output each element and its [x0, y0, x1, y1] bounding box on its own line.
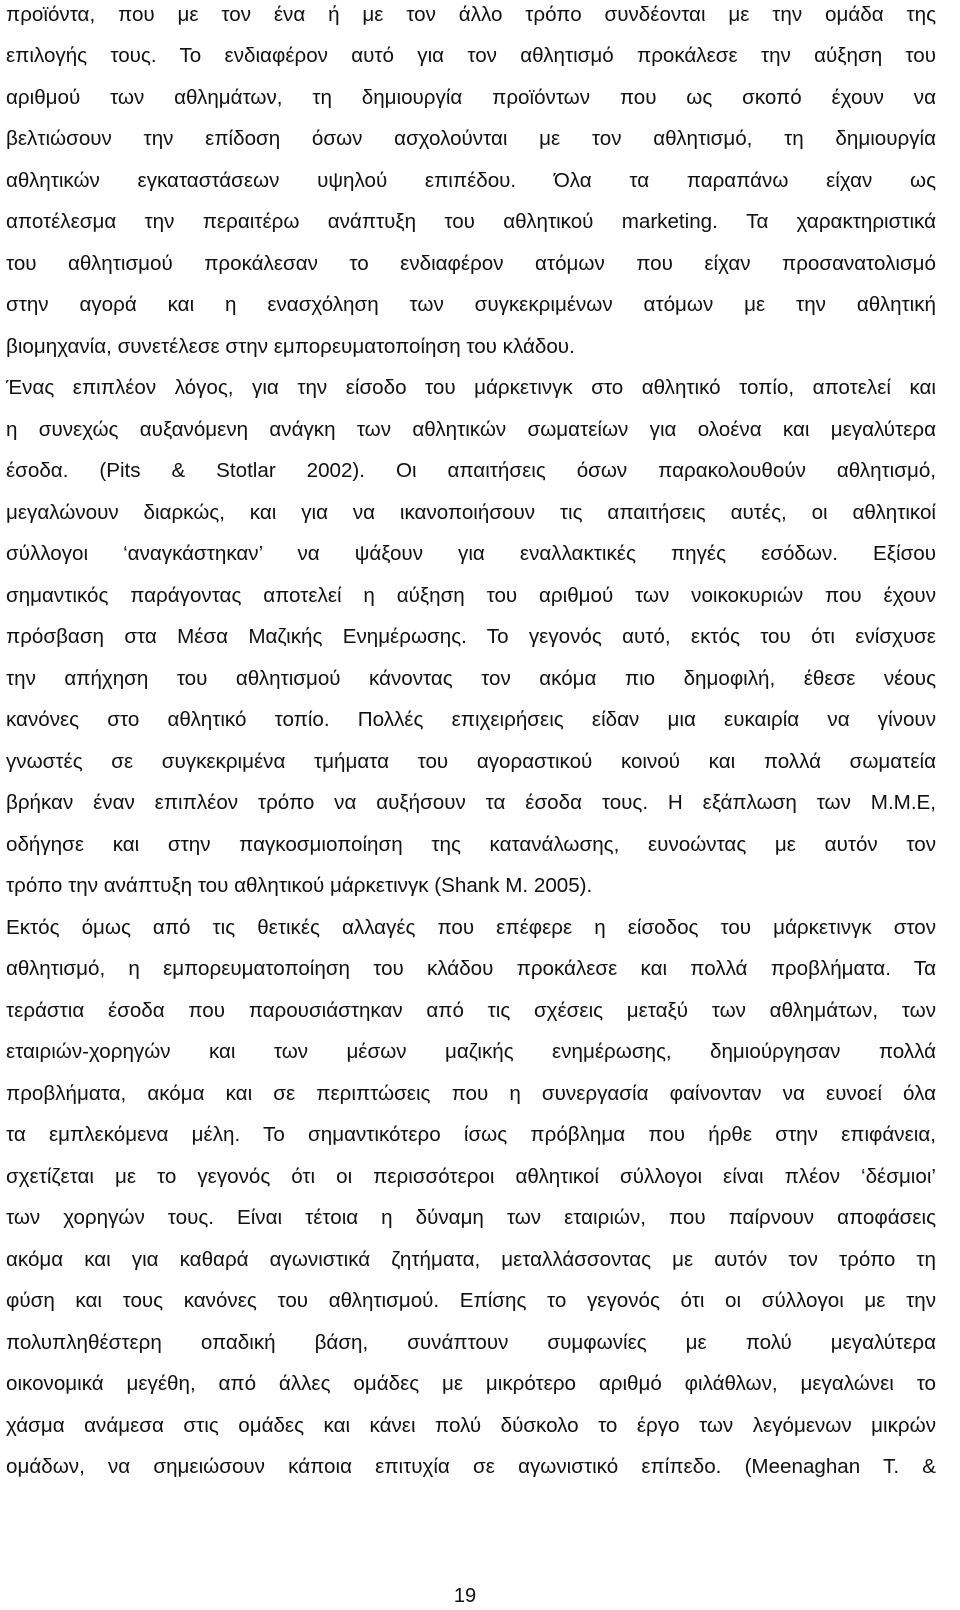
text-line: του αθλητισμού προκάλεσαν το ενδιαφέρον ατόμων που είχαν προσανατολισμό — [6, 252, 936, 275]
text-line: η συνεχώς αυξανόμενη ανάγκη των αθλητικών σωματείων για ολοένα και μεγαλύτερα — [6, 418, 936, 441]
text-line: σημαντικός παράγοντας αποτελεί η αύξηση του αριθμού των νοικοκυριών που έχουν — [6, 584, 936, 607]
text-line: αθλητισμό, η εμπορευματοποίηση του κλάδου προκάλεσε και πολλά προβλήματα. Τα — [6, 957, 936, 980]
text-line: εταιριών-χορηγών και των μέσων μαζικής ενημέρωσης, δημιούργησαν πολλά — [6, 1040, 936, 1063]
text-line: ακόμα και για καθαρά αγωνιστικά ζητήματα, μεταλλάσσοντας με αυτόν τον τρόπο τη — [6, 1248, 936, 1271]
text-line: στην αγορά και η ενασχόληση των συγκεκριμένων ατόμων με την αθλητική — [6, 293, 936, 316]
text-line: έσοδα. (Pits & Stotlar 2002). Οι απαιτήσεις όσων παρακολουθούν αθλητισμό, — [6, 459, 936, 482]
page-number: 19 — [453, 1585, 477, 1607]
text-line: επιλογής τους. Το ενδιαφέρον αυτό για τον αθλητισμό προκάλεσε την αύξηση του — [6, 44, 936, 67]
text-line: πρόσβαση στα Μέσα Μαζικής Ενημέρωσης. Το γεγονός αυτό, εκτός του ότι ενίσχυσε — [6, 625, 936, 648]
text-line: Ένας επιπλέον λόγος, για την είσοδο του μάρκετινγκ στο αθλητικό τοπίο, αποτελεί και — [6, 376, 936, 399]
text-line: ομάδων, να σημειώσουν κάποια επιτυχία σε αγωνιστικό επίπεδο. (Meenaghan T. & — [6, 1455, 936, 1478]
text-line: αθλητικών εγκαταστάσεων υψηλού επιπέδου. Όλα τα παραπάνω είχαν ως — [6, 169, 936, 192]
text-line: βρήκαν έναν επιπλέον τρόπο να αυξήσουν τα έσοδα τους. Η εξάπλωση των Μ.Μ.Ε, — [6, 791, 936, 814]
text-line: τεράστια έσοδα που παρουσιάστηκαν από τις σχέσεις μεταξύ των αθλημάτων, των — [6, 999, 936, 1022]
text-line: των χορηγών τους. Είναι τέτοια η δύναμη των εταιριών, που παίρνουν αποφάσεις — [6, 1206, 936, 1229]
text-line: χάσμα ανάμεσα στις ομάδες και κάνει πολύ δύσκολο το έργο των λεγόμενων μικρών — [6, 1414, 936, 1437]
text-line: βελτιώσουν την επίδοση όσων ασχολούνται με τον αθλητισμό, τη δημιουργία — [6, 127, 936, 150]
text-line: σύλλογοι ‘αναγκάστηκαν’ να ψάξουν για εναλλακτικές πηγές εσόδων. Εξίσου — [6, 542, 936, 565]
text-line: τρόπο την ανάπτυξη του αθλητικού μάρκετινγκ (Shank M. 2005). — [6, 874, 593, 897]
text-line: αποτέλεσμα την περαιτέρω ανάπτυξη του αθλητικού marketing. Τα χαρακτηριστικά — [6, 210, 936, 233]
text-line: φύση και τους κανόνες του αθλητισμού. Επίσης το γεγονός ότι οι σύλλογοι με την — [6, 1289, 936, 1312]
text-line: αριθμού των αθλημάτων, τη δημιουργία προϊόντων που ως σκοπό έχουν να — [6, 86, 936, 109]
text-line: την απήχηση του αθλητισμού κάνοντας τον ακόμα πιο δημοφιλή, έθεσε νέους — [6, 667, 936, 690]
text-line: βιομηχανία, συνετέλεσε στην εμπορευματοποίηση του κλάδου. — [6, 335, 575, 358]
text-line: Εκτός όμως από τις θετικές αλλαγές που επέφερε η είσοδος του μάρκετινγκ στον — [6, 916, 936, 939]
text-line: μεγαλώνουν διαρκώς, και για να ικανοποιήσουν τις απαιτήσεις αυτές, οι αθλητικοί — [6, 501, 936, 524]
text-line: οικονομικά μεγέθη, από άλλες ομάδες με μικρότερο αριθμό φιλάθλων, μεγαλώνει το — [6, 1372, 936, 1395]
text-line: πολυπληθέστερη οπαδική βάση, συνάπτουν συμφωνίες με πολύ μεγαλύτερα — [6, 1331, 936, 1354]
text-line: οδήγησε και στην παγκοσμιοποίηση της κατανάλωσης, ευνοώντας με αυτόν τον — [6, 833, 936, 856]
text-line: σχετίζεται με το γεγονός ότι οι περισσότεροι αθλητικοί σύλλογοι είναι πλέον ‘δέσμιοι’ — [6, 1165, 936, 1188]
text-line: γνωστές σε συγκεκριμένα τμήματα του αγοραστικού κοινού και πολλά σωματεία — [6, 750, 936, 773]
text-line: προϊόντα, που με τον ένα ή με τον άλλο τρόπο συνδέονται με την ομάδα της — [6, 3, 936, 26]
text-line: τα εμπλεκόμενα μέλη. Το σημαντικότερο ίσως πρόβλημα που ήρθε στην επιφάνεια, — [6, 1123, 936, 1146]
text-line: προβλήματα, ακόμα και σε περιπτώσεις που η συνεργασία φαίνονταν να ευνοεί όλα — [6, 1082, 936, 1105]
text-line: κανόνες στο αθλητικό τοπίο. Πολλές επιχειρήσεις είδαν μια ευκαιρία να γίνουν — [6, 708, 936, 731]
